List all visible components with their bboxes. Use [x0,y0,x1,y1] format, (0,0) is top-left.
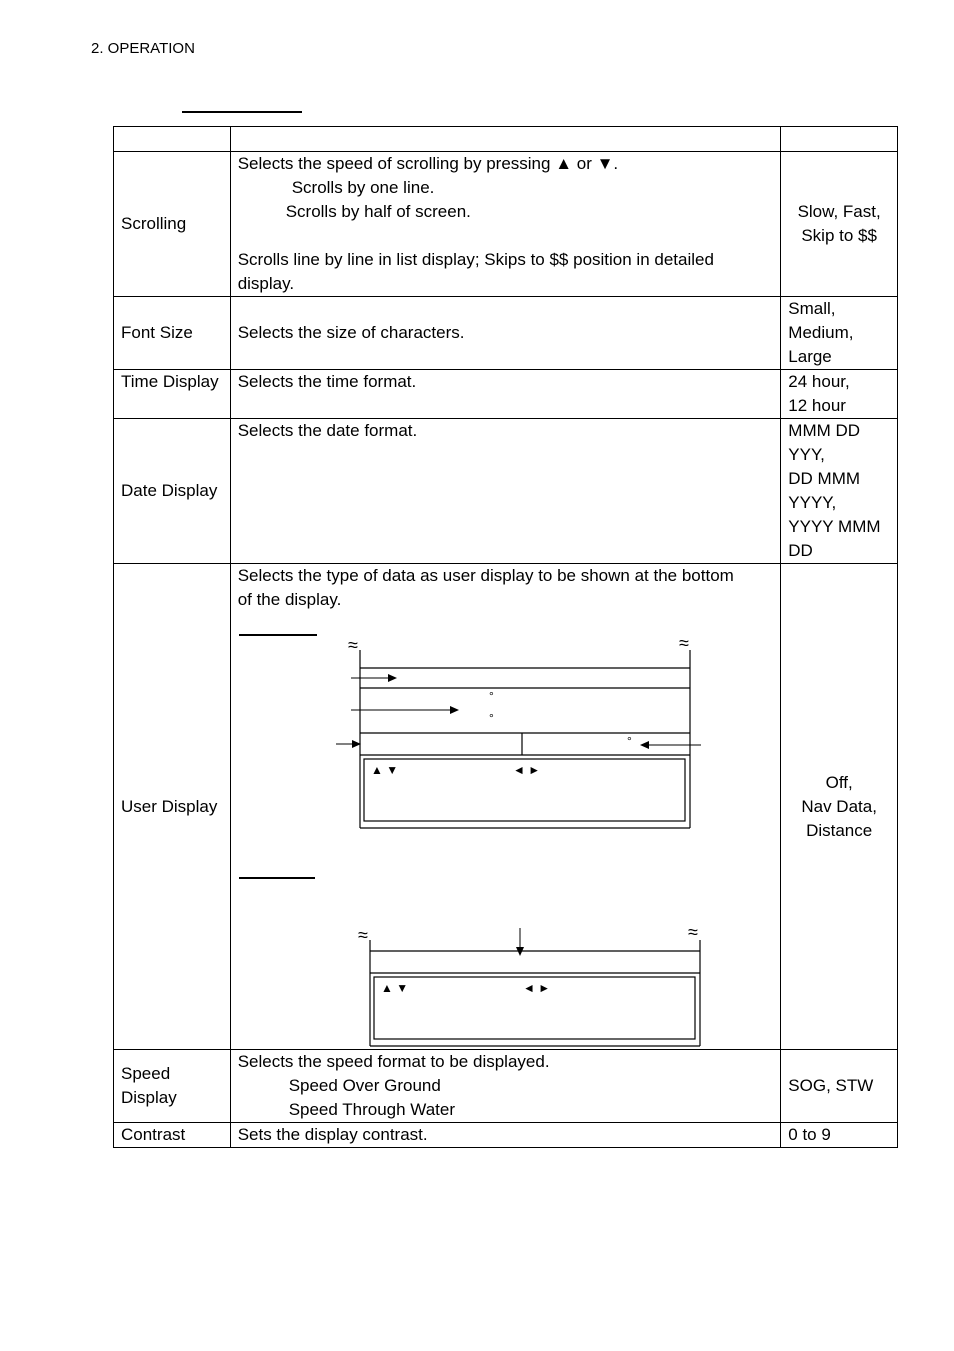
user-display-figures [231,564,764,1050]
row-options-time-display [781,370,898,419]
speed-desc-line: Speed Through Water [288,1100,456,1119]
break-mark-icon: ≈ [357,925,368,945]
table-row [114,297,898,370]
option-text: MMM DD YYY, [788,421,861,464]
speed-desc-line: Selects the speed format to be displayed. [237,1052,550,1071]
header-cell-item [114,127,231,152]
row-name-text: Speed [121,1064,171,1083]
scrolling-desc-line: Scrolls by half of screen. [285,202,471,221]
break-mark-icon: ≈ [678,633,689,653]
table-title-rule [182,111,302,113]
table-row [114,419,898,564]
break-mark-icon: ≈ [687,922,698,942]
speed-desc-line: Speed Over Ground [288,1076,441,1095]
row-options-speed-display: SOG, STW [781,1050,898,1123]
leftright-keys-icon: ◄ ► [512,763,540,777]
option-text: DD MMM YYYY, [788,469,861,512]
user-display-desc: Selects the type of data as user display to be shown at the bottom of the display. [237,566,734,609]
row-options-date-display [781,419,898,564]
row-options-scrolling: Slow, Fast, Skip to $$ [781,152,898,297]
updown-keys-icon: ▲ ▼ [380,981,408,995]
arrow-head-icon [388,674,397,682]
break-mark-icon: ≈ [347,635,358,655]
row-name-date-display: Date Display [114,419,231,564]
option-text: Medium, [788,323,854,342]
degree-symbol: ° [488,689,494,703]
row-name-speed-display [114,1050,231,1123]
section-header: 2. OPERATION [91,40,195,57]
row-options-user-display [781,564,898,1050]
option-text: Off, [825,772,853,792]
option-text: Large [788,347,832,366]
row-desc-contrast: Sets the display contrast. [230,1123,781,1148]
option-text: Distance [806,820,873,840]
option-text: Small, [788,299,836,318]
degree-symbol: ° [626,734,632,748]
row-name-time-display: Time Display [114,370,231,419]
row-desc-font-size: Selects the size of characters. [230,297,781,370]
header-cell-options [781,127,898,152]
settings-table [113,126,898,1148]
updown-keys-icon: ▲ ▼ [370,763,398,777]
row-desc-scrolling [230,152,781,297]
table-row [114,1050,898,1123]
option-text: YYYY MMM DD [788,517,881,560]
row-desc-speed-display [230,1050,781,1123]
row-options-font-size [781,297,898,370]
scrolling-desc-line: Scrolls by one line. [291,178,435,197]
table-row [114,370,898,419]
table-header-row [114,127,898,152]
row-name-user-display: User Display [114,564,231,1050]
table-row [114,564,898,1050]
row-desc-user-display [230,564,781,1050]
row-name-font-size: Font Size [114,297,231,370]
header-cell-description [230,127,781,152]
option-text: 24 hour, [788,372,850,391]
row-name-text: Display [121,1088,177,1107]
row-options-contrast: 0 to 9 [781,1123,898,1148]
row-desc-date-display: Selects the date format. [230,419,781,564]
scrolling-desc-line: Selects the speed of scrolling by pressing ▲ or ▼. [237,154,619,173]
row-desc-time-display: Selects the time format. [230,370,781,419]
table-row [114,1123,898,1148]
option-text: 12 hour [788,396,846,415]
scrolling-desc-line: Scrolls line by line in list display; Skips to $$ position in detailed display. [237,250,714,293]
arrow-head-icon [450,706,459,714]
row-name-scrolling: Scrolling [114,152,231,297]
degree-symbol: ° [488,711,494,725]
table-row [114,152,898,297]
arrow-head-icon [640,741,649,749]
leftright-keys-icon: ◄ ► [522,981,550,995]
row-name-contrast: Contrast [114,1123,231,1148]
option-text: Nav Data, [801,796,877,816]
